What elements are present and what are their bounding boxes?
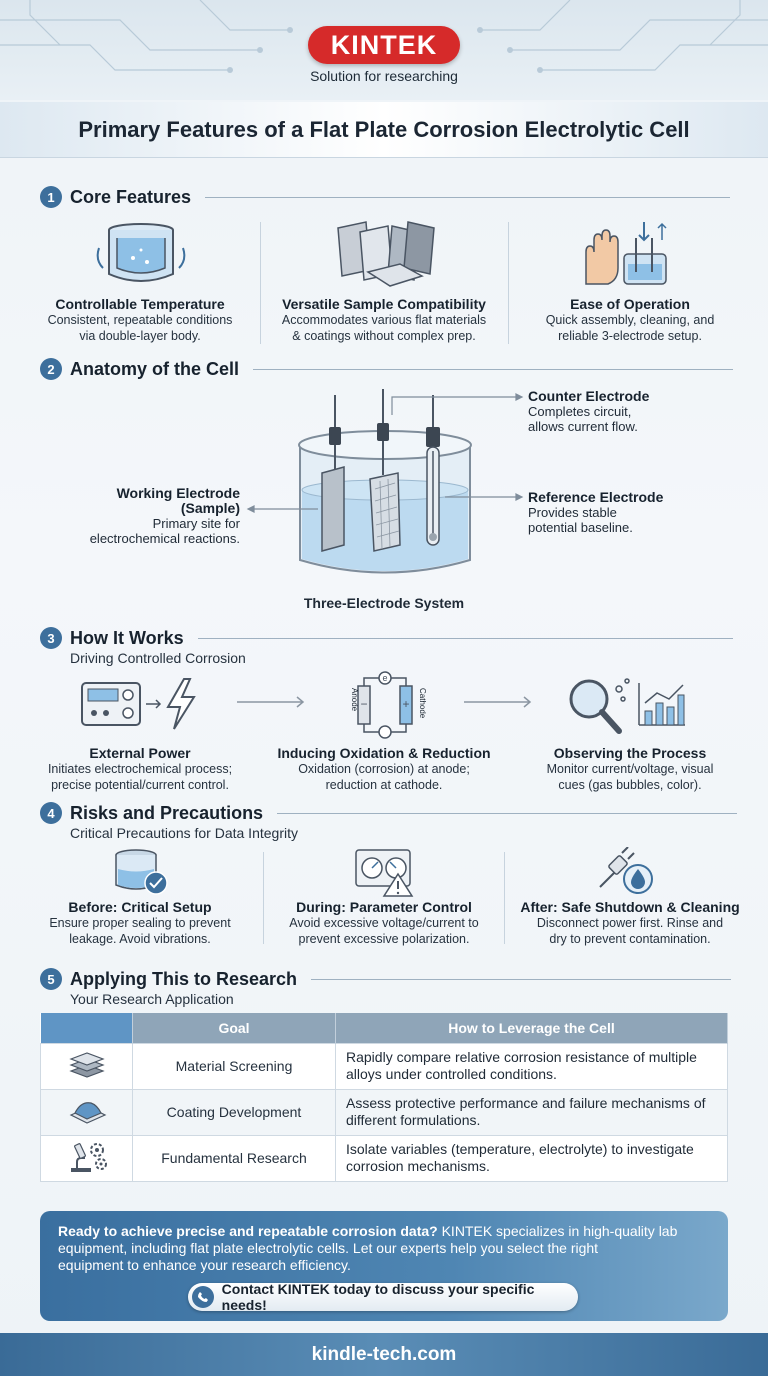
label-title: Counter Electrode [528, 388, 650, 404]
how-line: different formulations. [346, 1112, 481, 1128]
table-header-goal: Goal [133, 1013, 336, 1043]
label-desc: allows current flow. [528, 419, 638, 434]
magnifier-chart-icon [565, 675, 690, 737]
section-5-heading [40, 967, 731, 991]
how-line: Rapidly compare relative corrosion resistance of multiple [346, 1049, 697, 1065]
feature-sample-compatibility [262, 296, 506, 344]
feature-description: Consistent, repeatable conditions [47, 313, 233, 327]
section-divider [277, 813, 737, 814]
section-title: Applying This to Research [70, 968, 298, 989]
label-title: Reference Electrode [528, 489, 664, 505]
cta-headline: Ready to achieve precise and repeatable corrosion data? [58, 1223, 438, 1239]
section-1-heading [40, 185, 730, 209]
step-description: precise potential/current control. [51, 778, 229, 792]
arrow-right-icon [462, 695, 534, 709]
flat-samples-icon [330, 218, 438, 290]
cta-line: equipment, including flat plate electrolytic cells. Let our experts help you select the right [58, 1240, 599, 1256]
step-oxidation-reduction [262, 745, 506, 793]
svg-text:e: e [382, 673, 388, 683]
precaution-title: Before: Critical Setup [68, 899, 212, 915]
power-supply-icon [80, 675, 210, 733]
step-description: Oxidation (corrosion) at anode; [298, 762, 470, 776]
step-title: Inducing Oxidation & Reduction [277, 745, 491, 761]
section-title: Core Features [70, 186, 192, 207]
column-divider [508, 222, 509, 344]
table-cell-goal: Fundamental Research [133, 1135, 336, 1181]
section-subtitle: Critical Precautions for Data Integrity [70, 825, 298, 841]
cta-line: KINTEK specializes in high-quality lab [437, 1223, 678, 1239]
feature-title: Controllable Temperature [55, 296, 225, 312]
step-description: cues (gas bubbles, color). [558, 778, 702, 792]
table-cell-how [336, 1135, 728, 1181]
working-electrode-label [60, 486, 240, 546]
stacked-plates-icon [67, 1049, 107, 1081]
section-subtitle: Your Research Application [70, 991, 234, 1007]
precaution-description: dry to prevent contamination. [549, 932, 711, 946]
contact-button-label: Contact KINTEK today to discuss your specific needs! [221, 1281, 535, 1313]
precaution-before [20, 899, 260, 947]
section-title: How It Works [70, 627, 184, 648]
contact-button[interactable] [188, 1283, 578, 1311]
how-line: alloys under controlled conditions. [346, 1066, 557, 1082]
how-line: Isolate variables (temperature, electrolyte) to investigate [346, 1141, 694, 1157]
research-table [40, 1013, 728, 1182]
label-desc: Provides stable [528, 505, 617, 520]
gauge-warning-icon [354, 848, 416, 898]
feature-ease-of-operation [510, 296, 750, 344]
step-external-power [20, 745, 260, 793]
precaution-title: During: Parameter Control [296, 899, 472, 915]
section-title: Risks and Precautions [70, 802, 264, 823]
table-header-row [41, 1013, 728, 1043]
section-subtitle: Driving Controlled Corrosion [70, 650, 246, 666]
hand-and-cell-icon [578, 218, 674, 290]
phone-icon [192, 1286, 214, 1308]
step-observing-process [510, 745, 750, 793]
table-row [41, 1089, 728, 1135]
precaution-description: Disconnect power first. Rinse and [536, 916, 724, 930]
how-line: Assess protective performance and failure mechanisms of [346, 1095, 706, 1111]
arrow-right-icon [235, 695, 307, 709]
jacketed-beaker-icon [93, 218, 189, 290]
section-divider [253, 369, 733, 370]
precaution-title: After: Safe Shutdown & Cleaning [520, 899, 740, 915]
precaution-during [264, 899, 504, 947]
feature-description: via double-layer body. [79, 329, 201, 343]
feature-description: Accommodates various flat materials [281, 313, 487, 327]
diagram-caption: Three-Electrode System [303, 595, 465, 611]
section-title: Anatomy of the Cell [70, 358, 240, 379]
table-cell-icon [41, 1135, 133, 1181]
anode-cathode-icon [340, 668, 430, 740]
section-divider [205, 197, 730, 198]
label-title: (Sample) [180, 500, 240, 516]
sealed-container-icon [112, 847, 172, 897]
section-2-heading [40, 357, 733, 381]
reference-electrode-label [528, 490, 663, 535]
section-3-heading [40, 626, 733, 650]
coated-plate-icon [67, 1095, 107, 1127]
step-description: reduction at cathode. [325, 778, 443, 792]
column-divider [504, 852, 505, 944]
label-desc: Completes circuit, [528, 404, 632, 419]
title-band [0, 102, 768, 158]
table-row [41, 1135, 728, 1181]
section-number: 3 [40, 627, 62, 649]
page-title: Primary Features of a Flat Plate Corrosion Electrolytic Cell [78, 116, 690, 142]
table-cell-icon [41, 1089, 133, 1135]
table-cell-icon [41, 1043, 133, 1089]
svg-text:+: + [402, 697, 410, 711]
anode-label: Anode [350, 688, 359, 712]
section-divider [311, 979, 731, 980]
svg-text:−: − [360, 697, 368, 711]
section-number: 5 [40, 968, 62, 990]
cta-line: equipment to enhance your research efficiency. [58, 1257, 351, 1273]
call-to-action-panel [40, 1211, 728, 1321]
feature-description: Quick assembly, cleaning, and [545, 313, 715, 327]
how-line: corrosion mechanisms. [346, 1158, 490, 1174]
table-header-icon [41, 1013, 133, 1043]
callout-lines [240, 385, 540, 515]
section-number: 2 [40, 358, 62, 380]
section-number: 4 [40, 802, 62, 824]
header-banner [0, 0, 768, 100]
table-header-how: How to Leverage the Cell [336, 1013, 728, 1043]
tagline: Solution for researching [310, 68, 458, 84]
table-cell-how [336, 1089, 728, 1135]
feature-title: Ease of Operation [570, 296, 690, 312]
section-divider [198, 638, 733, 639]
precaution-description: Ensure proper sealing to prevent [49, 916, 231, 930]
step-title: External Power [89, 745, 191, 761]
table-cell-goal: Material Screening [133, 1043, 336, 1089]
label-title: Working Electrode [116, 485, 240, 501]
label-desc: potential baseline. [528, 520, 633, 535]
precaution-description: leakage. Avoid vibrations. [69, 932, 211, 946]
plug-water-drop-icon [594, 847, 658, 895]
kintek-logo: KINTEK [308, 26, 460, 64]
feature-description: reliable 3-electrode setup. [558, 329, 702, 343]
label-desc: electrochemical reactions. [89, 531, 240, 546]
step-title: Observing the Process [553, 745, 707, 761]
footer-website[interactable]: kindle-tech.com [0, 1333, 768, 1376]
feature-description: & coatings without complex prep. [292, 329, 476, 343]
feature-title: Versatile Sample Compatibility [282, 296, 486, 312]
table-cell-goal: Coating Development [133, 1089, 336, 1135]
precaution-description: prevent excessive polarization. [298, 932, 470, 946]
feature-controllable-temperature [20, 296, 260, 344]
label-desc: Primary site for [152, 516, 240, 531]
counter-electrode-label [528, 389, 649, 434]
cathode-label: Cathode [418, 688, 427, 719]
table-row [41, 1043, 728, 1089]
section-number: 1 [40, 186, 62, 208]
step-description: Initiates electrochemical process; [47, 762, 233, 776]
step-description: Monitor current/voltage, visual [546, 762, 714, 776]
cta-text [58, 1223, 710, 1274]
column-divider [260, 222, 261, 344]
precaution-description: Avoid excessive voltage/current to [289, 916, 479, 930]
table-cell-how [336, 1043, 728, 1089]
section-4-heading [40, 801, 737, 825]
precaution-after [506, 899, 754, 947]
microscope-gears-icon [65, 1140, 109, 1174]
